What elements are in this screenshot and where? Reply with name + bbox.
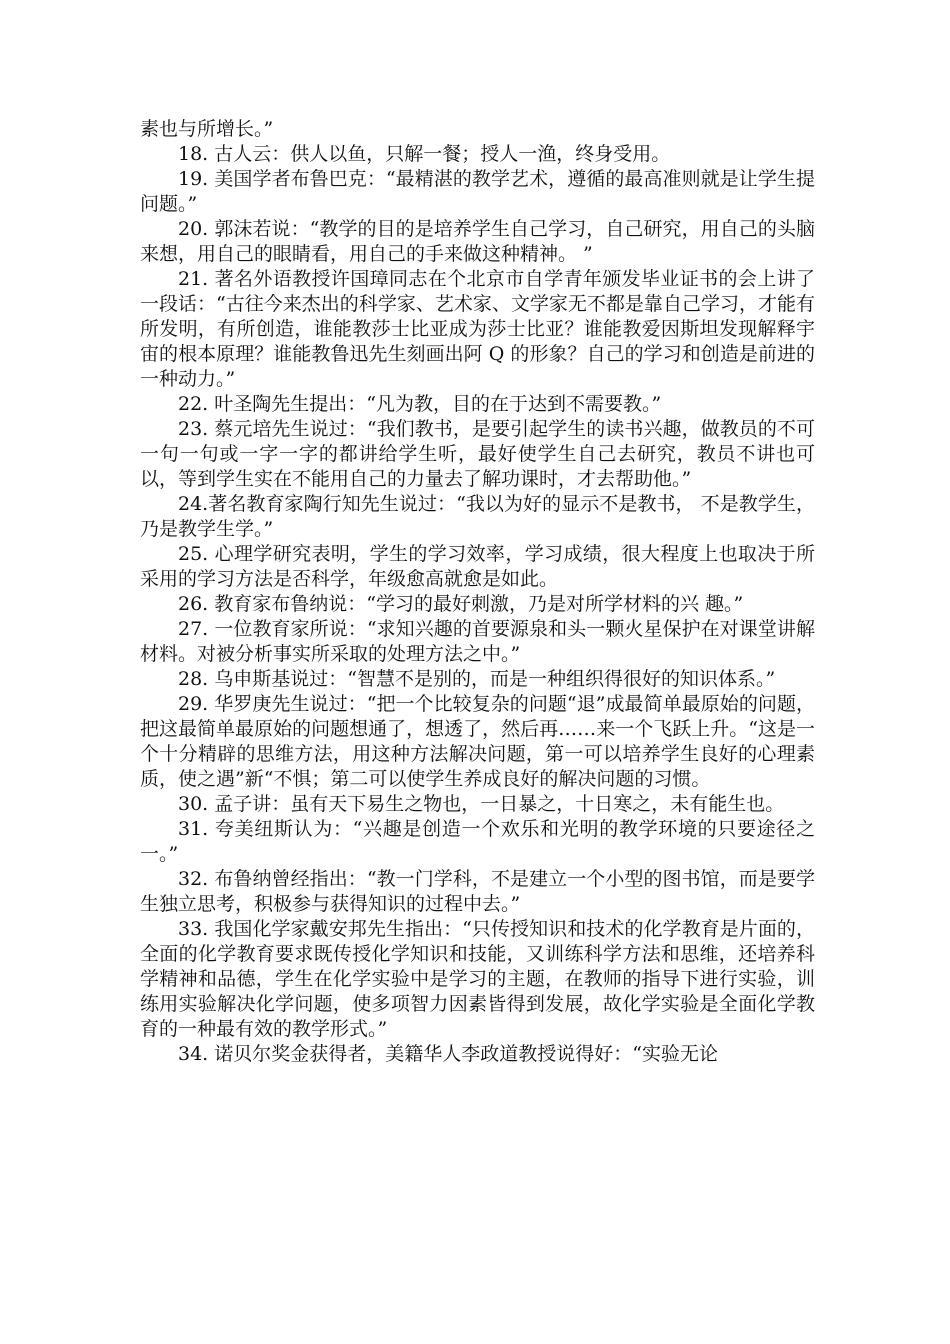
document-page bbox=[140, 117, 815, 1067]
paragraph-quote-24: 24.著名教育家陶行知先生说过：“我以为好的显示不是教书， 不是教学生，乃是教学生学。” bbox=[140, 493, 815, 540]
paragraph-quote-33: 33. 我国化学家戴安邦先生指出：“只传授知识和技术的化学教育是片面的，全面的化学教育要求既传授化学知识和技能，又训练科学方法和思维，还培养科学精神和品德，学生在化学实验中是学习的主题，在教师的指导下进行实验，训练用实验解决化学问题，使多项智力因素皆得到发展，故化学实验是全面化学教育的一种最有效的教学形式。” bbox=[140, 918, 815, 1040]
paragraph-quote-34: 34. 诺贝尔奖金获得者，美籍华人李政道教授说得好：“实验无论 bbox=[178, 1043, 718, 1065]
paragraph-quote-27: 27. 一位教育家所说：“求知兴趣的首要源泉和头一颗火星保护在对课堂讲解材料。对被分析事实所采取的处理方法之中。” bbox=[140, 618, 815, 665]
paragraph-quote-19: 19. 美国学者布鲁巴克：“最精湛的教学艺术，遵循的最高准则就是让学生提问题。” bbox=[140, 168, 815, 215]
paragraph-quote-20: 20. 郭沫若说：“教学的目的是培养学生自己学习，自己研究，用自己的头脑来想，用自己的眼睛看，用自己的手来做这种精神。 ” bbox=[140, 218, 815, 265]
paragraph-quote-31: 31. 夸美纽斯认为：“兴趣是创造一个欢乐和光明的教学环境的只要途径之一。” bbox=[140, 818, 815, 865]
paragraph-continuation: 素也与所增长。” bbox=[140, 118, 274, 140]
paragraph-quote-28: 28. 乌申斯基说过：“智慧不是别的，而是一种组织得很好的知识体系。” bbox=[178, 668, 776, 690]
paragraph-quote-30: 30. 孟子讲：虽有天下易生之物也，一日暴之，十日寒之，未有能生也。 bbox=[178, 793, 785, 815]
paragraph-quote-21: 21. 著名外语教授许国璋同志在个北京市自学青年颁发毕业证书的会上讲了一段话：“古往今来杰出的科学家、艺术家、文学家无不都是靠自己学习，才能有所发明，有所创造，谁能教莎士比亚成为莎士比亚？谁能教爱因斯坦发现解释宇宙的根本原理？谁能教鲁迅先生刻画出阿 Q 的形象？自己的学习和创造是前进的一种动力。” bbox=[140, 268, 815, 390]
paragraph-quote-25: 25. 心理学研究表明，学生的学习效率，学习成绩，很大程度上也取决于所采用的学习方法是否科学，年级愈高就愈是如此。 bbox=[140, 543, 815, 590]
paragraph-quote-32: 32. 布鲁纳曾经指出：“教一门学科，不是建立一个小型的图书馆，而是要学生独立思考，积极参与获得知识的过程中去。” bbox=[140, 868, 815, 915]
paragraph-quote-23: 23. 蔡元培先生说过：“我们教书，是要引起学生的读书兴趣，做教员的不可一句一句或一字一字的都讲给学生听，最好使学生自己去研究，教员不讲也可以，等到学生实在不能用自己的力量去了解功课时，才去帮助他。” bbox=[140, 418, 815, 490]
paragraph-quote-29: 29. 华罗庚先生说过：“把一个比较复杂的问题“退”成最简单最原始的问题，把这最简单最原始的问题想通了，想透了，然后再……来一个飞跃上升。“这是一个十分精辟的思维方法，用这种方法解决问题，第一可以培养学生良好的心理素质，使之遇”新“不惧；第二可以使学生养成良好的解决问题的习惯。 bbox=[140, 693, 815, 790]
paragraph-quote-26: 26. 教育家布鲁纳说：“学习的最好刺激，乃是对所学材料的兴 趣。” bbox=[178, 593, 744, 615]
paragraph-quote-22: 22. 叶圣陶先生提出：“凡为教，目的在于达到不需要教。” bbox=[178, 393, 662, 415]
paragraph-quote-18: 18. 古人云：供人以鱼，只解一餐；授人一渔，终身受用。 bbox=[178, 143, 671, 165]
